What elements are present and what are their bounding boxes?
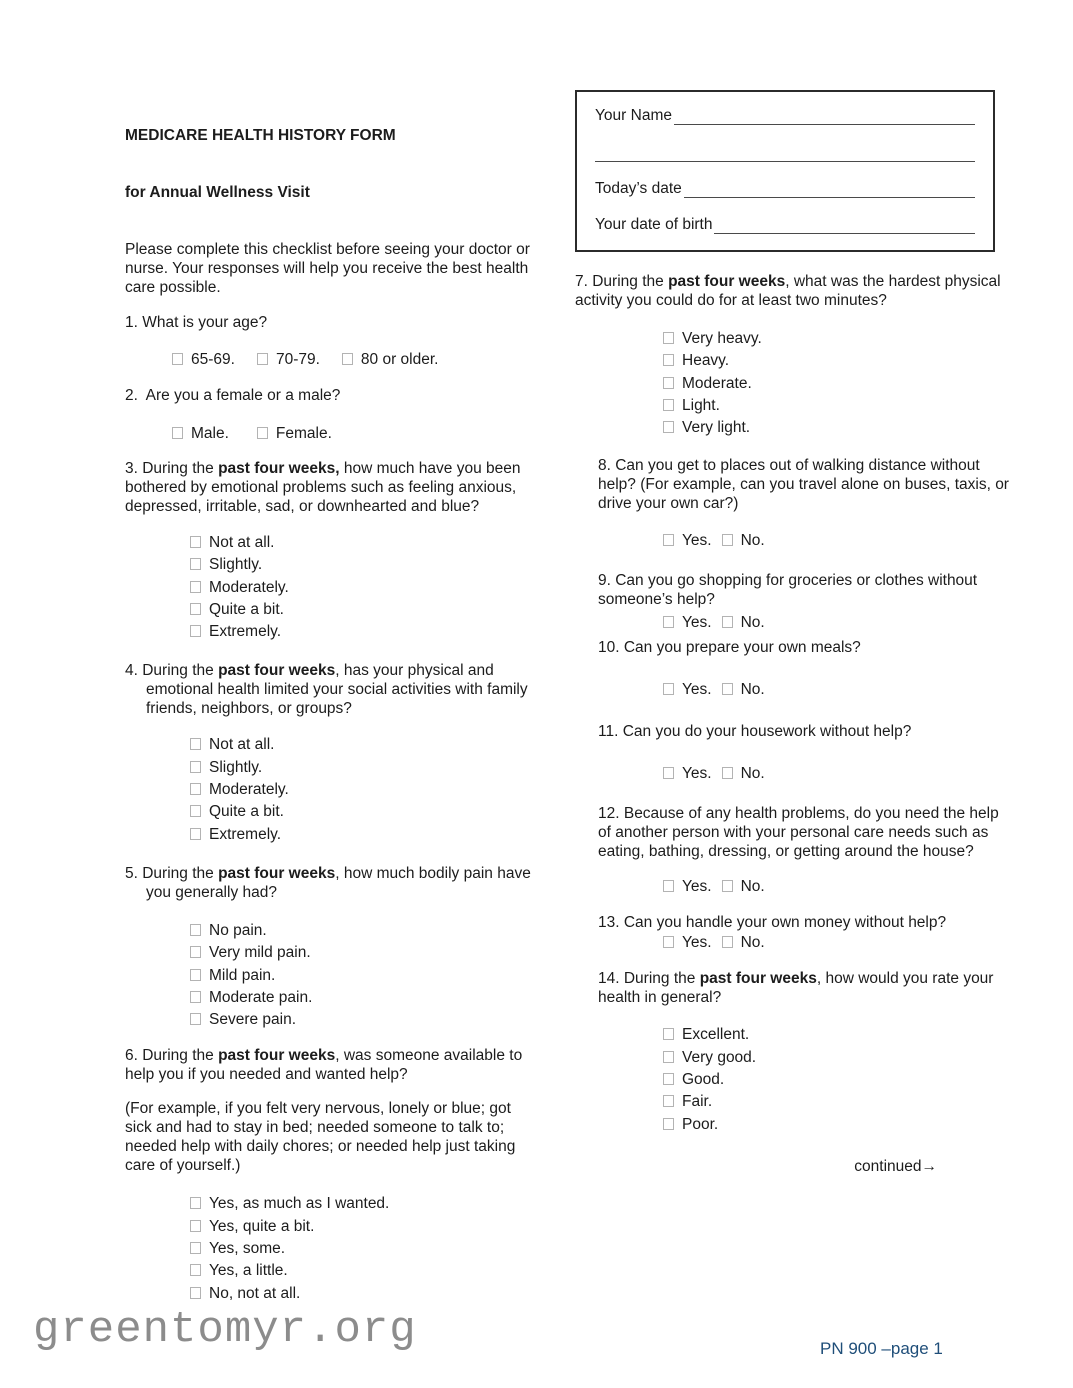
dob-input-line[interactable]: [714, 216, 975, 234]
option: [190, 554, 538, 576]
option-label: 65-69.: [191, 351, 235, 368]
checkbox[interactable]: [172, 353, 183, 365]
question-9-text: 9. Can you go shopping for groceries or clothes without someone’s help?: [598, 572, 982, 609]
question-6-post: , was someone available to help you if you needed and wanted help?: [125, 1047, 527, 1084]
checkbox[interactable]: [190, 581, 201, 593]
option: [663, 328, 1012, 350]
no-option: [722, 878, 765, 895]
checkbox[interactable]: [190, 805, 201, 817]
no-label: No.: [740, 765, 765, 783]
no-option: [722, 532, 765, 549]
checkbox[interactable]: [663, 534, 674, 546]
question-13-text: 13. Can you handle your own money without help?: [598, 914, 947, 932]
date-row: [595, 179, 975, 198]
checkbox[interactable]: [190, 828, 201, 840]
option-label: Slightly.: [209, 758, 263, 776]
checkbox[interactable]: [663, 1028, 674, 1040]
page-title-line1: MEDICARE HEALTH HISTORY FORM: [125, 127, 396, 144]
page-title: [125, 88, 538, 240]
question-3-bold: past four weeks,: [218, 460, 340, 477]
option-label: Male.: [191, 425, 229, 442]
continued-label: continued→: [854, 1157, 937, 1175]
option-label: Mild pain.: [209, 966, 276, 984]
option-label: 80 or older.: [360, 351, 439, 368]
question-14-pre: 14. During the: [598, 970, 700, 988]
checkbox[interactable]: [663, 1051, 674, 1063]
right-column: [575, 90, 1012, 1176]
no-option: [722, 934, 765, 951]
checkbox[interactable]: [190, 1197, 201, 1209]
question-7-bold: past four weeks: [668, 273, 786, 290]
option: [190, 942, 538, 964]
yes-option: [663, 681, 712, 698]
checkbox[interactable]: [257, 353, 268, 365]
question-14-bold: past four weeks: [699, 970, 817, 988]
option: [663, 1069, 1012, 1091]
name-label: Your Name: [595, 107, 672, 124]
question-5-bold: past four weeks: [218, 864, 336, 882]
checkbox[interactable]: [257, 427, 268, 439]
yes-option: [663, 532, 712, 549]
question-2-options: [172, 424, 538, 443]
checkbox[interactable]: [722, 534, 733, 546]
page-number: PN 900 –page 1: [820, 1339, 943, 1358]
question-7-pre: 7. During the: [575, 273, 669, 290]
page-title-line2: for Annual Wellness Visit: [125, 184, 310, 201]
checkbox[interactable]: [663, 354, 674, 366]
checkbox[interactable]: [663, 880, 674, 892]
option-label: Extremely.: [209, 825, 282, 843]
question-7-text: [575, 272, 1012, 310]
checkbox[interactable]: [190, 1220, 201, 1232]
yes-option: [663, 878, 712, 895]
option: [190, 599, 538, 621]
today-date-label: Today’s date: [595, 180, 682, 197]
question-4-pre: 4. During the: [125, 662, 219, 680]
question-4-bold: past four weeks: [218, 662, 336, 680]
option-label: Not at all.: [209, 534, 275, 551]
question-5-options: [190, 920, 538, 1031]
option: [342, 351, 439, 368]
checkbox[interactable]: [190, 738, 201, 750]
yes-option: [663, 765, 712, 782]
option-label: Moderate.: [682, 374, 752, 392]
watermark: greentomyr.org: [33, 1305, 417, 1355]
option-label: Good.: [682, 1071, 725, 1089]
option: [663, 1024, 1012, 1046]
option: [663, 417, 1012, 439]
no-option: [722, 765, 765, 782]
option: [257, 425, 332, 442]
question-4-options: [190, 734, 538, 845]
checkbox[interactable]: [190, 1287, 201, 1299]
name-input-line-2[interactable]: [595, 144, 975, 162]
no-label: No.: [740, 614, 765, 632]
question-14-text: [598, 969, 1012, 1007]
option: [190, 987, 538, 1009]
checkbox[interactable]: [663, 683, 674, 695]
question-14-post: , how would you rate your health in general?: [598, 970, 998, 1007]
checkbox[interactable]: [190, 991, 201, 1003]
option: [190, 1260, 538, 1282]
checkbox[interactable]: [190, 969, 201, 981]
checkbox[interactable]: [722, 880, 733, 892]
checkbox[interactable]: [190, 946, 201, 958]
name-row: [595, 106, 975, 125]
question-4-text: [125, 661, 538, 718]
option: [663, 350, 1012, 372]
option-label: Very heavy.: [682, 330, 762, 347]
option: [172, 351, 235, 368]
question-3-text: [125, 459, 538, 516]
question-5-pre: 5. During the: [125, 864, 219, 882]
checkbox[interactable]: [722, 616, 733, 628]
option-label: Quite a bit.: [209, 803, 284, 821]
no-label: No.: [740, 934, 765, 952]
checkbox[interactable]: [190, 761, 201, 773]
option: [190, 757, 538, 779]
option-label: Slightly.: [209, 556, 263, 574]
question-9-yesno: [663, 613, 1012, 632]
checkbox[interactable]: [663, 1118, 674, 1130]
checkbox[interactable]: [190, 1013, 201, 1025]
question-6-pre: 6. During the: [125, 1047, 219, 1065]
checkbox[interactable]: [190, 603, 201, 615]
option: [190, 1009, 538, 1031]
option: [190, 1216, 538, 1238]
yes-option: [663, 614, 712, 631]
no-label: No.: [740, 681, 765, 699]
question-3-options: [190, 532, 538, 643]
checkbox[interactable]: [342, 353, 353, 365]
option: [172, 425, 229, 442]
no-option: [722, 681, 765, 698]
option: [190, 920, 538, 942]
question-2-text: 2. Are you a female or a male?: [125, 387, 341, 404]
option: [663, 1047, 1012, 1069]
option-label: Very mild pain.: [209, 944, 311, 962]
option: [663, 1114, 1012, 1136]
question-10-yesno: [663, 680, 1012, 699]
question-4-post: , has your physical and emotional health limited your social activities with family friends, neighbors, or groups?: [146, 662, 532, 718]
option: [190, 577, 538, 599]
question-6-bold: past four weeks: [218, 1047, 336, 1065]
checkbox[interactable]: [663, 936, 674, 948]
yes-label: Yes.: [682, 614, 712, 632]
option-label: Very good.: [682, 1048, 757, 1066]
yes-label: Yes.: [682, 532, 712, 550]
question-3-pre: 3. During the: [125, 460, 219, 477]
checkbox[interactable]: [663, 399, 674, 411]
question-6-note: (For example, if you felt very nervous, lonely or blue; got sick and had to stay in bed; needed someone to talk to; needed help with daily chores; or needed help just taking care of yourself.): [125, 1100, 520, 1175]
option-label: Moderate pain.: [209, 988, 313, 1006]
question-10-text: 10. Can you prepare your own meals?: [598, 639, 861, 657]
checkbox[interactable]: [663, 421, 674, 433]
dob-label: Your date of birth: [595, 216, 713, 233]
checkbox[interactable]: [190, 558, 201, 570]
yes-label: Yes.: [682, 681, 712, 699]
option-label: Yes, as much as I wanted.: [209, 1195, 390, 1213]
option: [190, 734, 538, 756]
intro-text: Please complete this checklist before seeing your doctor or nurse. Your responses will help you receive the best health care possible.: [125, 241, 535, 296]
question-12-yesno: [663, 877, 1012, 896]
question-6-options: [190, 1193, 538, 1304]
checkbox[interactable]: [190, 1242, 201, 1254]
today-date-input-line[interactable]: [684, 180, 975, 198]
option-label: Very light.: [682, 419, 751, 437]
checkbox[interactable]: [190, 783, 201, 795]
checkbox[interactable]: [190, 536, 201, 548]
option: [190, 1283, 538, 1305]
name-row-2: [595, 143, 975, 162]
question-7-options: [663, 328, 1012, 439]
option: [190, 824, 538, 846]
option-label: Quite a bit.: [209, 600, 284, 618]
option-label: Light.: [682, 396, 720, 414]
option: [190, 1193, 538, 1215]
checkbox[interactable]: [722, 683, 733, 695]
option: [190, 801, 538, 823]
question-7-post: , what was the hardest physical activity you could do for at least two minutes?: [575, 273, 1005, 309]
checkbox[interactable]: [722, 767, 733, 779]
option: [663, 373, 1012, 395]
question-8-text: 8. Can you get to places out of walking distance without help? (For example, can you travel alone on buses, taxis, or drive your own car?): [598, 457, 1014, 513]
info-box: [575, 90, 995, 252]
checkbox[interactable]: [190, 625, 201, 637]
option: [663, 1091, 1012, 1113]
option-label: Severe pain.: [209, 1011, 297, 1029]
option-label: No, not at all.: [209, 1284, 301, 1302]
option-label: Moderately.: [209, 578, 289, 596]
option: [190, 1238, 538, 1260]
option: [190, 965, 538, 987]
question-8-yesno: [663, 531, 1012, 550]
option: [190, 779, 538, 801]
yes-option: [663, 934, 712, 951]
no-label: No.: [740, 532, 765, 550]
question-5-text: [125, 864, 538, 902]
option-label: Moderately.: [209, 781, 289, 799]
question-12-text: 12. Because of any health problems, do you need the help of another person with your personal care needs such as eating, bathing, dressing, or getting around the house?: [598, 805, 1004, 861]
question-1-options: [172, 350, 538, 369]
question-5-post: , how much bodily pain have you generally had?: [146, 864, 536, 901]
option: [257, 351, 320, 368]
checkbox[interactable]: [190, 1264, 201, 1276]
option-label: Fair.: [682, 1093, 713, 1111]
checkbox[interactable]: [722, 936, 733, 948]
option: [663, 395, 1012, 417]
option-label: Extremely.: [209, 623, 282, 641]
question-1-text: 1. What is your age?: [125, 314, 268, 331]
checkbox[interactable]: [663, 377, 674, 389]
option-label: Yes, a little.: [209, 1262, 288, 1280]
no-label: No.: [740, 878, 765, 896]
option: [190, 621, 538, 643]
option: [190, 532, 538, 554]
name-input-line[interactable]: [674, 107, 975, 125]
checkbox[interactable]: [190, 924, 201, 936]
checkbox[interactable]: [663, 1073, 674, 1085]
yes-label: Yes.: [682, 765, 712, 783]
yes-label: Yes.: [682, 878, 712, 896]
option-label: Yes, quite a bit.: [209, 1217, 315, 1235]
yes-label: Yes.: [682, 934, 712, 952]
checkbox[interactable]: [172, 427, 183, 439]
option-label: Female.: [275, 425, 332, 442]
no-option: [722, 614, 765, 631]
option-label: Not at all.: [209, 736, 275, 754]
dob-row: [595, 215, 975, 234]
option-label: 70-79.: [275, 351, 320, 368]
option-label: No pain.: [209, 921, 267, 939]
option-label: Poor.: [682, 1115, 719, 1133]
option-label: Yes, some.: [209, 1240, 286, 1258]
left-column: [125, 88, 538, 1305]
question-11-yesno: [663, 764, 1012, 783]
checkbox[interactable]: [663, 1095, 674, 1107]
checkbox[interactable]: [663, 767, 674, 779]
question-3-post: how much have you been bothered by emotional problems such as feeling anxious, depressed, irritable, sad, or downhearted and blue?: [125, 460, 525, 515]
checkbox[interactable]: [663, 616, 674, 628]
question-14-options: [663, 1024, 1012, 1135]
option-label: Excellent.: [682, 1026, 750, 1044]
checkbox[interactable]: [663, 332, 674, 344]
question-11-text: 11. Can you do your housework without help?: [598, 723, 912, 741]
question-13-yesno: [663, 933, 1012, 952]
option-label: Heavy.: [682, 352, 730, 370]
question-6-text: [125, 1046, 538, 1084]
